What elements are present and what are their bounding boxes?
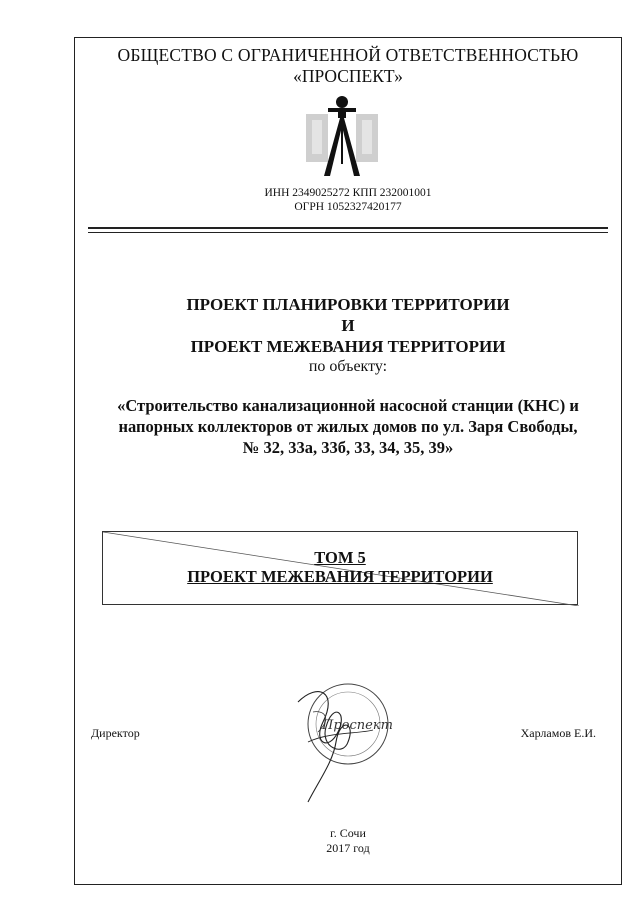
ogrn: ОГРН 1052327420177 [294,201,402,213]
inn-kpp: ИНН 2349025272 КПП 232001001 [264,187,432,199]
title-line1: ПРОЕКТ ПЛАНИРОВКИ ТЕРРИТОРИИ [186,295,510,314]
company-stamp-icon [278,672,408,812]
divider-thick [88,227,608,229]
object-line1: «Строительство канализационной насосной станции (КНС) и [117,396,579,415]
city: г. Сочи [330,826,366,840]
stamp-label: Проспект [322,718,393,733]
title-line3: ПРОЕКТ МЕЖЕВАНИЯ ТЕРРИТОРИИ [190,337,506,356]
org-name-line1: ОБЩЕСТВО С ОГРАНИЧЕННОЙ ОТВЕТСТВЕННОСТЬЮ [117,45,579,65]
org-name-line2: «ПРОСПЕКТ» [293,66,403,86]
object-line3: № 32, 33а, 33б, 33, 34, 35, 39» [242,438,454,457]
company-logo-icon [302,92,382,178]
signatory-position: Директор [91,726,140,740]
volume-title: ПРОЕКТ МЕЖЕВАНИЯ ТЕРРИТОРИИ [187,567,493,586]
title-subtitle: по объекту: [308,358,388,375]
divider-thin [88,232,608,233]
signatory-name: Харламов Е.И. [520,726,596,740]
volume-number: ТОМ 5 [314,548,366,567]
year: 2017 год [326,841,370,855]
object-line2: напорных коллекторов от жилых домов по ул. Заря Свободы, [118,417,578,436]
title-line2: И [341,316,355,335]
